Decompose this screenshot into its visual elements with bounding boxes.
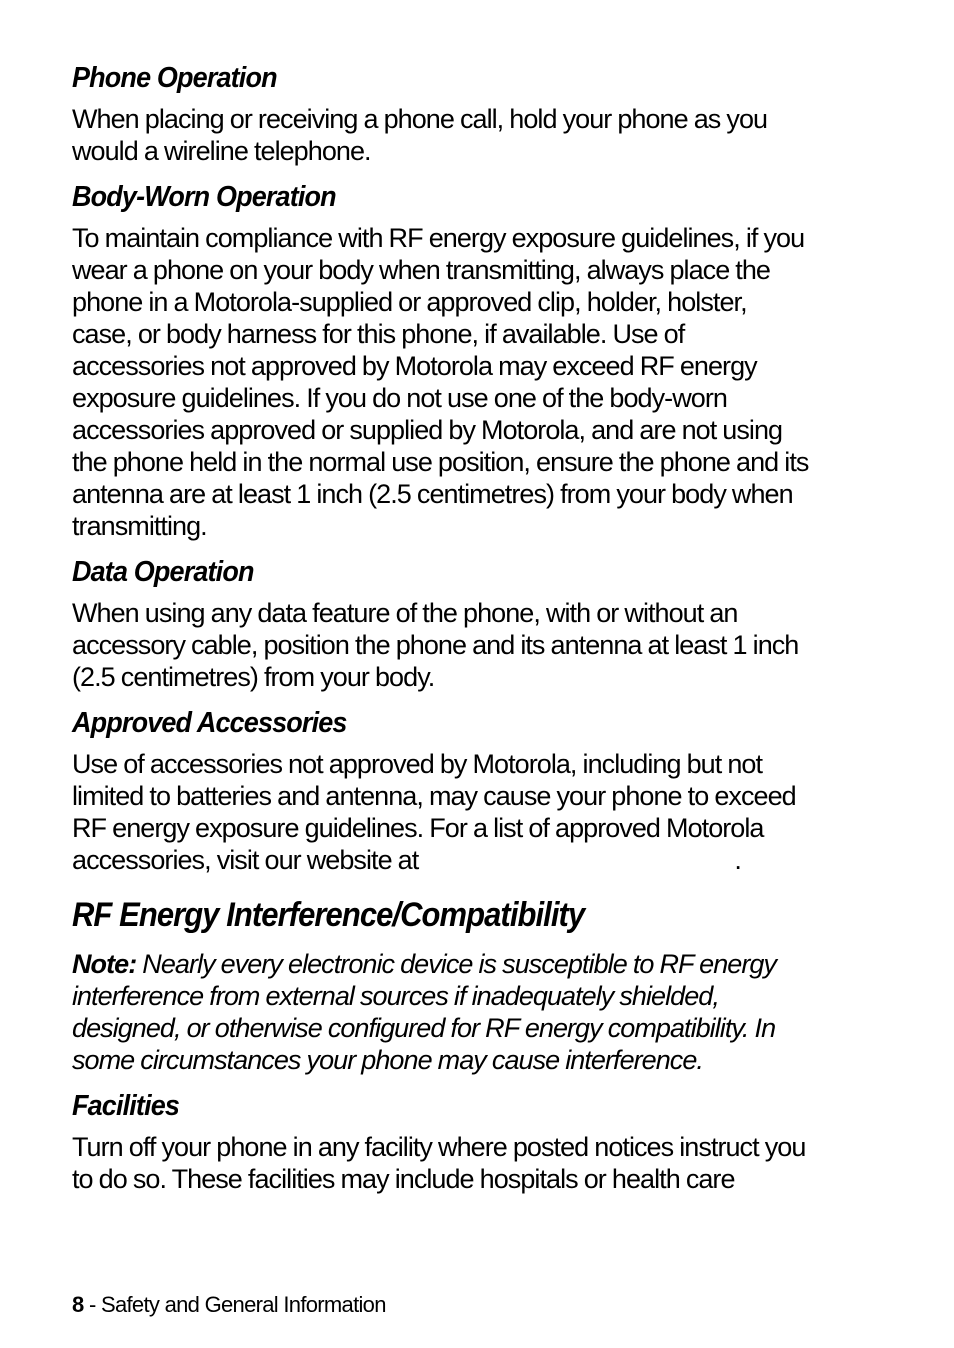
paragraph-line: When placing or receiving a phone call, hold your phone as you — [72, 104, 768, 134]
paragraph-line: antenna are at least 1 inch (2.5 centimetres) from your body when — [72, 479, 793, 509]
paragraph-line-website — [72, 844, 912, 876]
paragraph-line: To maintain compliance with RF energy exposure guidelines, if you — [72, 223, 805, 253]
footer-title: Safety and General Information — [101, 1292, 386, 1317]
heading-body-worn-operation: Body-Worn Operation — [72, 181, 336, 213]
paragraph-line: exposure guidelines. If you do not use one of the body-worn — [72, 383, 727, 413]
paragraph-line: wear a phone on your body when transmitting, always place the — [72, 255, 770, 285]
paragraph-line: limited to batteries and antenna, may cause your phone to exceed — [72, 781, 796, 811]
footer-separator: - — [83, 1292, 101, 1317]
website-line-period: . — [734, 845, 741, 875]
paragraph-line: would a wireline telephone. — [72, 136, 371, 166]
note-line: some circumstances your phone may cause interference. — [72, 1045, 703, 1075]
website-line-text: accessories, visit our website at — [72, 845, 419, 875]
note-line: interference from external sources if inadequately shielded, — [72, 981, 719, 1011]
heading-rf-energy-interference: RF Energy Interference/Compatibility — [72, 896, 585, 934]
paragraph-line: accessory cable, position the phone and its antenna at least 1 inch — [72, 630, 799, 660]
paragraph-line: (2.5 centimetres) from your body. — [72, 662, 435, 692]
heading-approved-accessories: Approved Accessories — [72, 707, 347, 739]
page-content — [72, 58, 912, 1195]
note-text: Nearly every electronic device is susceptible to RF energy — [136, 949, 777, 979]
page-footer — [72, 1290, 386, 1320]
paragraph-line: Turn off your phone in any facility where posted notices instruct you — [72, 1132, 806, 1162]
paragraph-line: accessories approved or supplied by Motorola, and are not using — [72, 415, 783, 445]
paragraph-line: case, or body harness for this phone, if available. Use of — [72, 319, 685, 349]
paragraph-line: Use of accessories not approved by Motorola, including but not — [72, 749, 763, 779]
heading-facilities: Facilities — [72, 1090, 180, 1122]
note-label: Note: — [72, 949, 137, 979]
page-number: 8 — [72, 1292, 84, 1317]
note-line: designed, or otherwise configured for RF energy compatibility. In — [72, 1013, 776, 1043]
paragraph-line: RF energy exposure guidelines. For a list of approved Motorola — [72, 813, 764, 843]
heading-data-operation: Data Operation — [72, 556, 254, 588]
paragraph-line: transmitting. — [72, 511, 207, 541]
heading-phone-operation: Phone Operation — [72, 62, 277, 94]
paragraph-line: phone in a Motorola-supplied or approved clip, holder, holster, — [72, 287, 747, 317]
note-line — [72, 948, 912, 980]
paragraph-line: accessories not approved by Motorola may exceed RF energy — [72, 351, 757, 381]
paragraph-line: to do so. These facilities may include hospitals or health care — [72, 1164, 735, 1194]
paragraph-line: the phone held in the normal use position, ensure the phone and its — [72, 447, 809, 477]
paragraph-line: When using any data feature of the phone, with or without an — [72, 598, 738, 628]
